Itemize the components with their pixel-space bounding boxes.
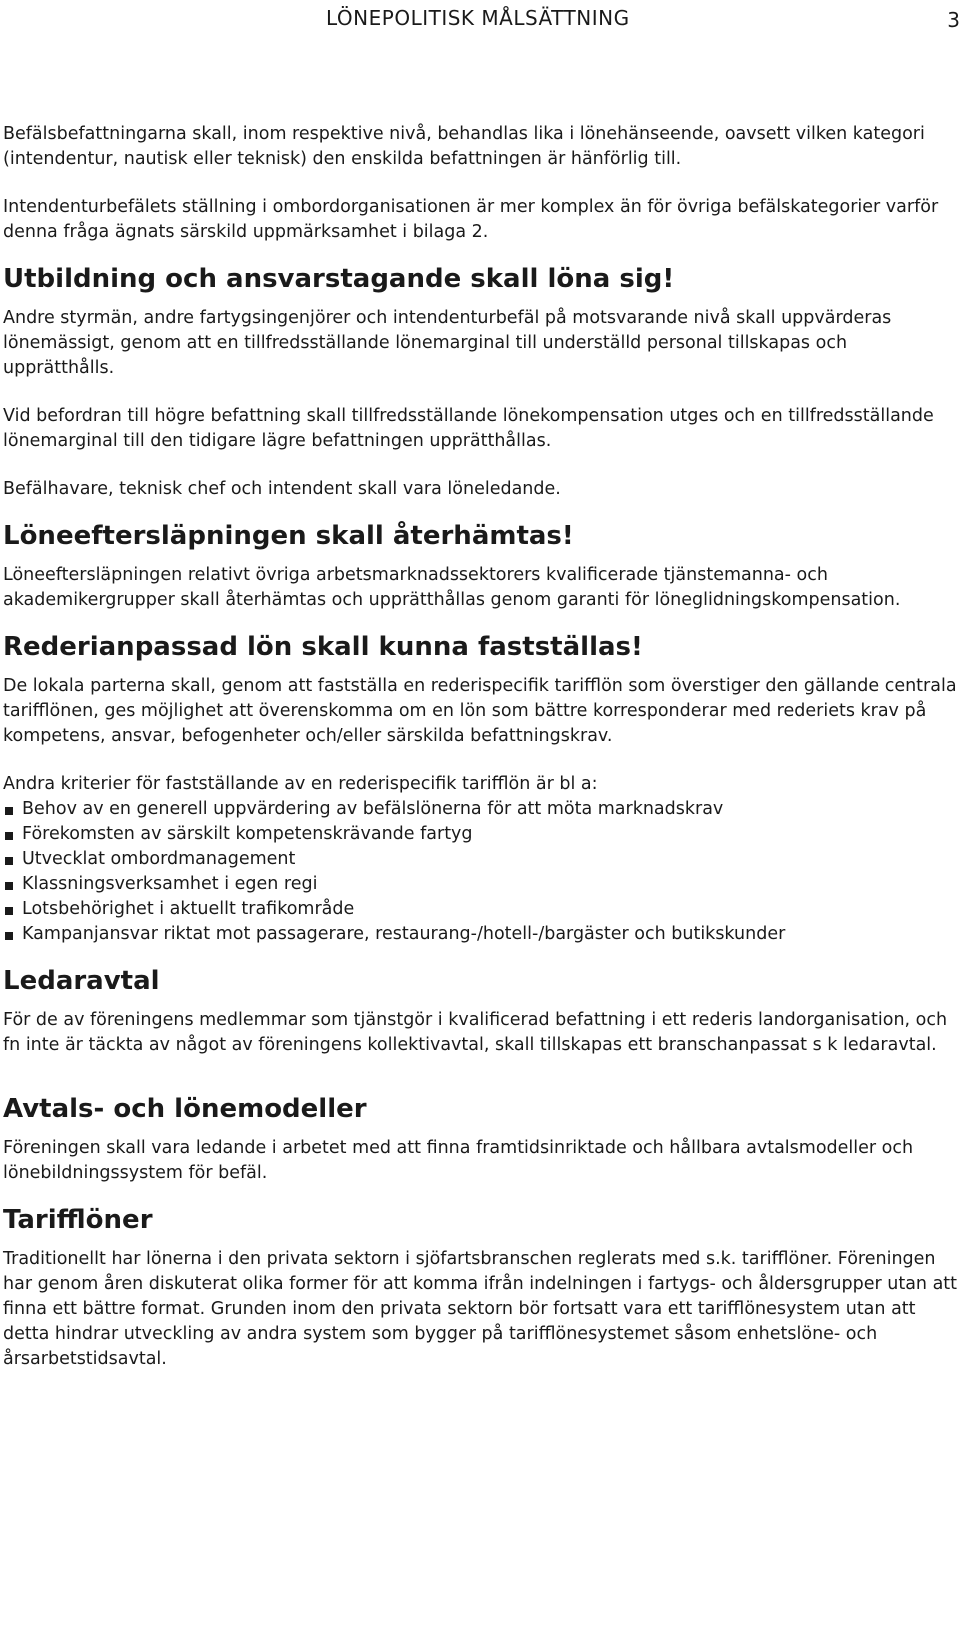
running-title: LÖNEPOLITISK MÅLSÄTTNING [326,6,630,30]
square-bullet-icon [5,807,13,815]
list-item: Förekomsten av särskilt kompetenskrävande fartyg [3,822,958,847]
square-bullet-icon [5,832,13,840]
body-content [3,122,958,1395]
paragraph-second-officers: Andre styrmän, andre fartygsingenjörer och intendenturbefäl på motsvarande nivå skall uppvärderas lönemässigt, genom att en tillfredsställande lönemarginal till underställd personal tillskapas och upprätthålls. [3,308,892,378]
paragraph-criteria-intro: Andra kriterier för fastställande av en rederispecifik tarifflön är bl a: [3,774,598,794]
list-item: Lotsbehörighet i aktuellt trafikområde [3,897,958,922]
page-number: 3 [947,8,960,32]
heading-wage-lag: Löneeftersläpningen skall återhämtas! [3,521,574,551]
heading-leader-agreement: Ledaravtal [3,966,160,996]
square-bullet-icon [5,932,13,940]
list-item: Utvecklat ombordmanagement [3,847,958,872]
paragraph-agreement-models: Föreningen skall vara ledande i arbetet med att finna framtidsinriktade och hållbara avtalsmodeller och lönebildningssystem för befäl. [3,1138,914,1183]
list-item: Klassningsverksamhet i egen regi [3,872,958,897]
paragraph-leader-agreement: För de av föreningens medlemmar som tjänstgör i kvalificerad befattning i ett rederis landorganisation, och fn inte är täckta av något av föreningens kollektivavtal, skall tillskapas ett branschanpassat s k ledaravtal. [3,1010,948,1055]
paragraph-promotion: Vid befordran till högre befattning skall tillfredsställande lönekompensation utges och en tillfredsställande lönemarginal till den tidigare lägre befattningen upprätthållas. [3,406,934,451]
paragraph-purser-officers: Intendenturbefälets ställning i ombordorganisationen är mer komplex än för övriga befälskategorier varför denna fråga ägnats särskild uppmärksamhet i bilaga 2. [3,197,939,242]
square-bullet-icon [5,882,13,890]
heading-education-responsibility: Utbildning och ansvarstagande skall löna sig! [3,264,675,294]
list-item: Kampanjansvar riktat mot passagerare, restaurang-/hotell-/bargäster och butikskunder [3,922,958,947]
paragraph-officer-positions: Befälsbefattningarna skall, inom respektive nivå, behandlas lika i lönehänseende, oavsett vilken kategori (intendentur, nautisk eller teknisk) den enskilda befattningen är hänförlig till. [3,124,925,169]
heading-shipowner-adapted-wage: Rederianpassad lön skall kunna fastställas! [3,632,643,662]
heading-agreement-models: Avtals- och lönemodeller [3,1094,367,1124]
paragraph-local-parties: De lokala parterna skall, genom att fastställa en rederispecifik tarifflön som överstiger den gällande centrala tarifflönen, ges möjlighet att överenskomma om en lön som bättre korresponderar med rederiets krav på kompetens, ansvar, befogenheter och/eller särskilda befattningskrav. [3,676,957,746]
paragraph-wage-lag: Löneeftersläpningen relativt övriga arbetsmarknadssektorers kvalificerade tjänstemanna- och akademikergrupper skall återhämtas och upprätthållas genom garanti för löneglidningskompensation. [3,565,901,610]
criteria-list [3,797,958,947]
square-bullet-icon [5,857,13,865]
heading-tariff-wages: Tarifflöner [3,1205,153,1235]
paragraph-salary-leaders: Befälhavare, teknisk chef och intendent skall vara löneledande. [3,479,561,499]
list-item: Behov av en generell uppvärdering av befälslönerna för att möta marknadskrav [3,797,958,822]
square-bullet-icon [5,907,13,915]
running-header [0,6,960,36]
paragraph-tariff-wages: Traditionellt har lönerna i den privata sektorn i sjöfartsbranschen reglerats med s.k. tarifflöner. Föreningen har genom åren diskuterat olika former för att komma ifrån indelningen i fartygs- och åldersgrupper utan att finna ett bättre format. Grunden inom den privata sektorn bör fortsatt vara ett tarifflönesystem utan att detta hindrar utveckling av andra system som bygger på tarifflönesystemet såsom enhetslöne- och årsarbetstidsavtal. [3,1249,958,1369]
